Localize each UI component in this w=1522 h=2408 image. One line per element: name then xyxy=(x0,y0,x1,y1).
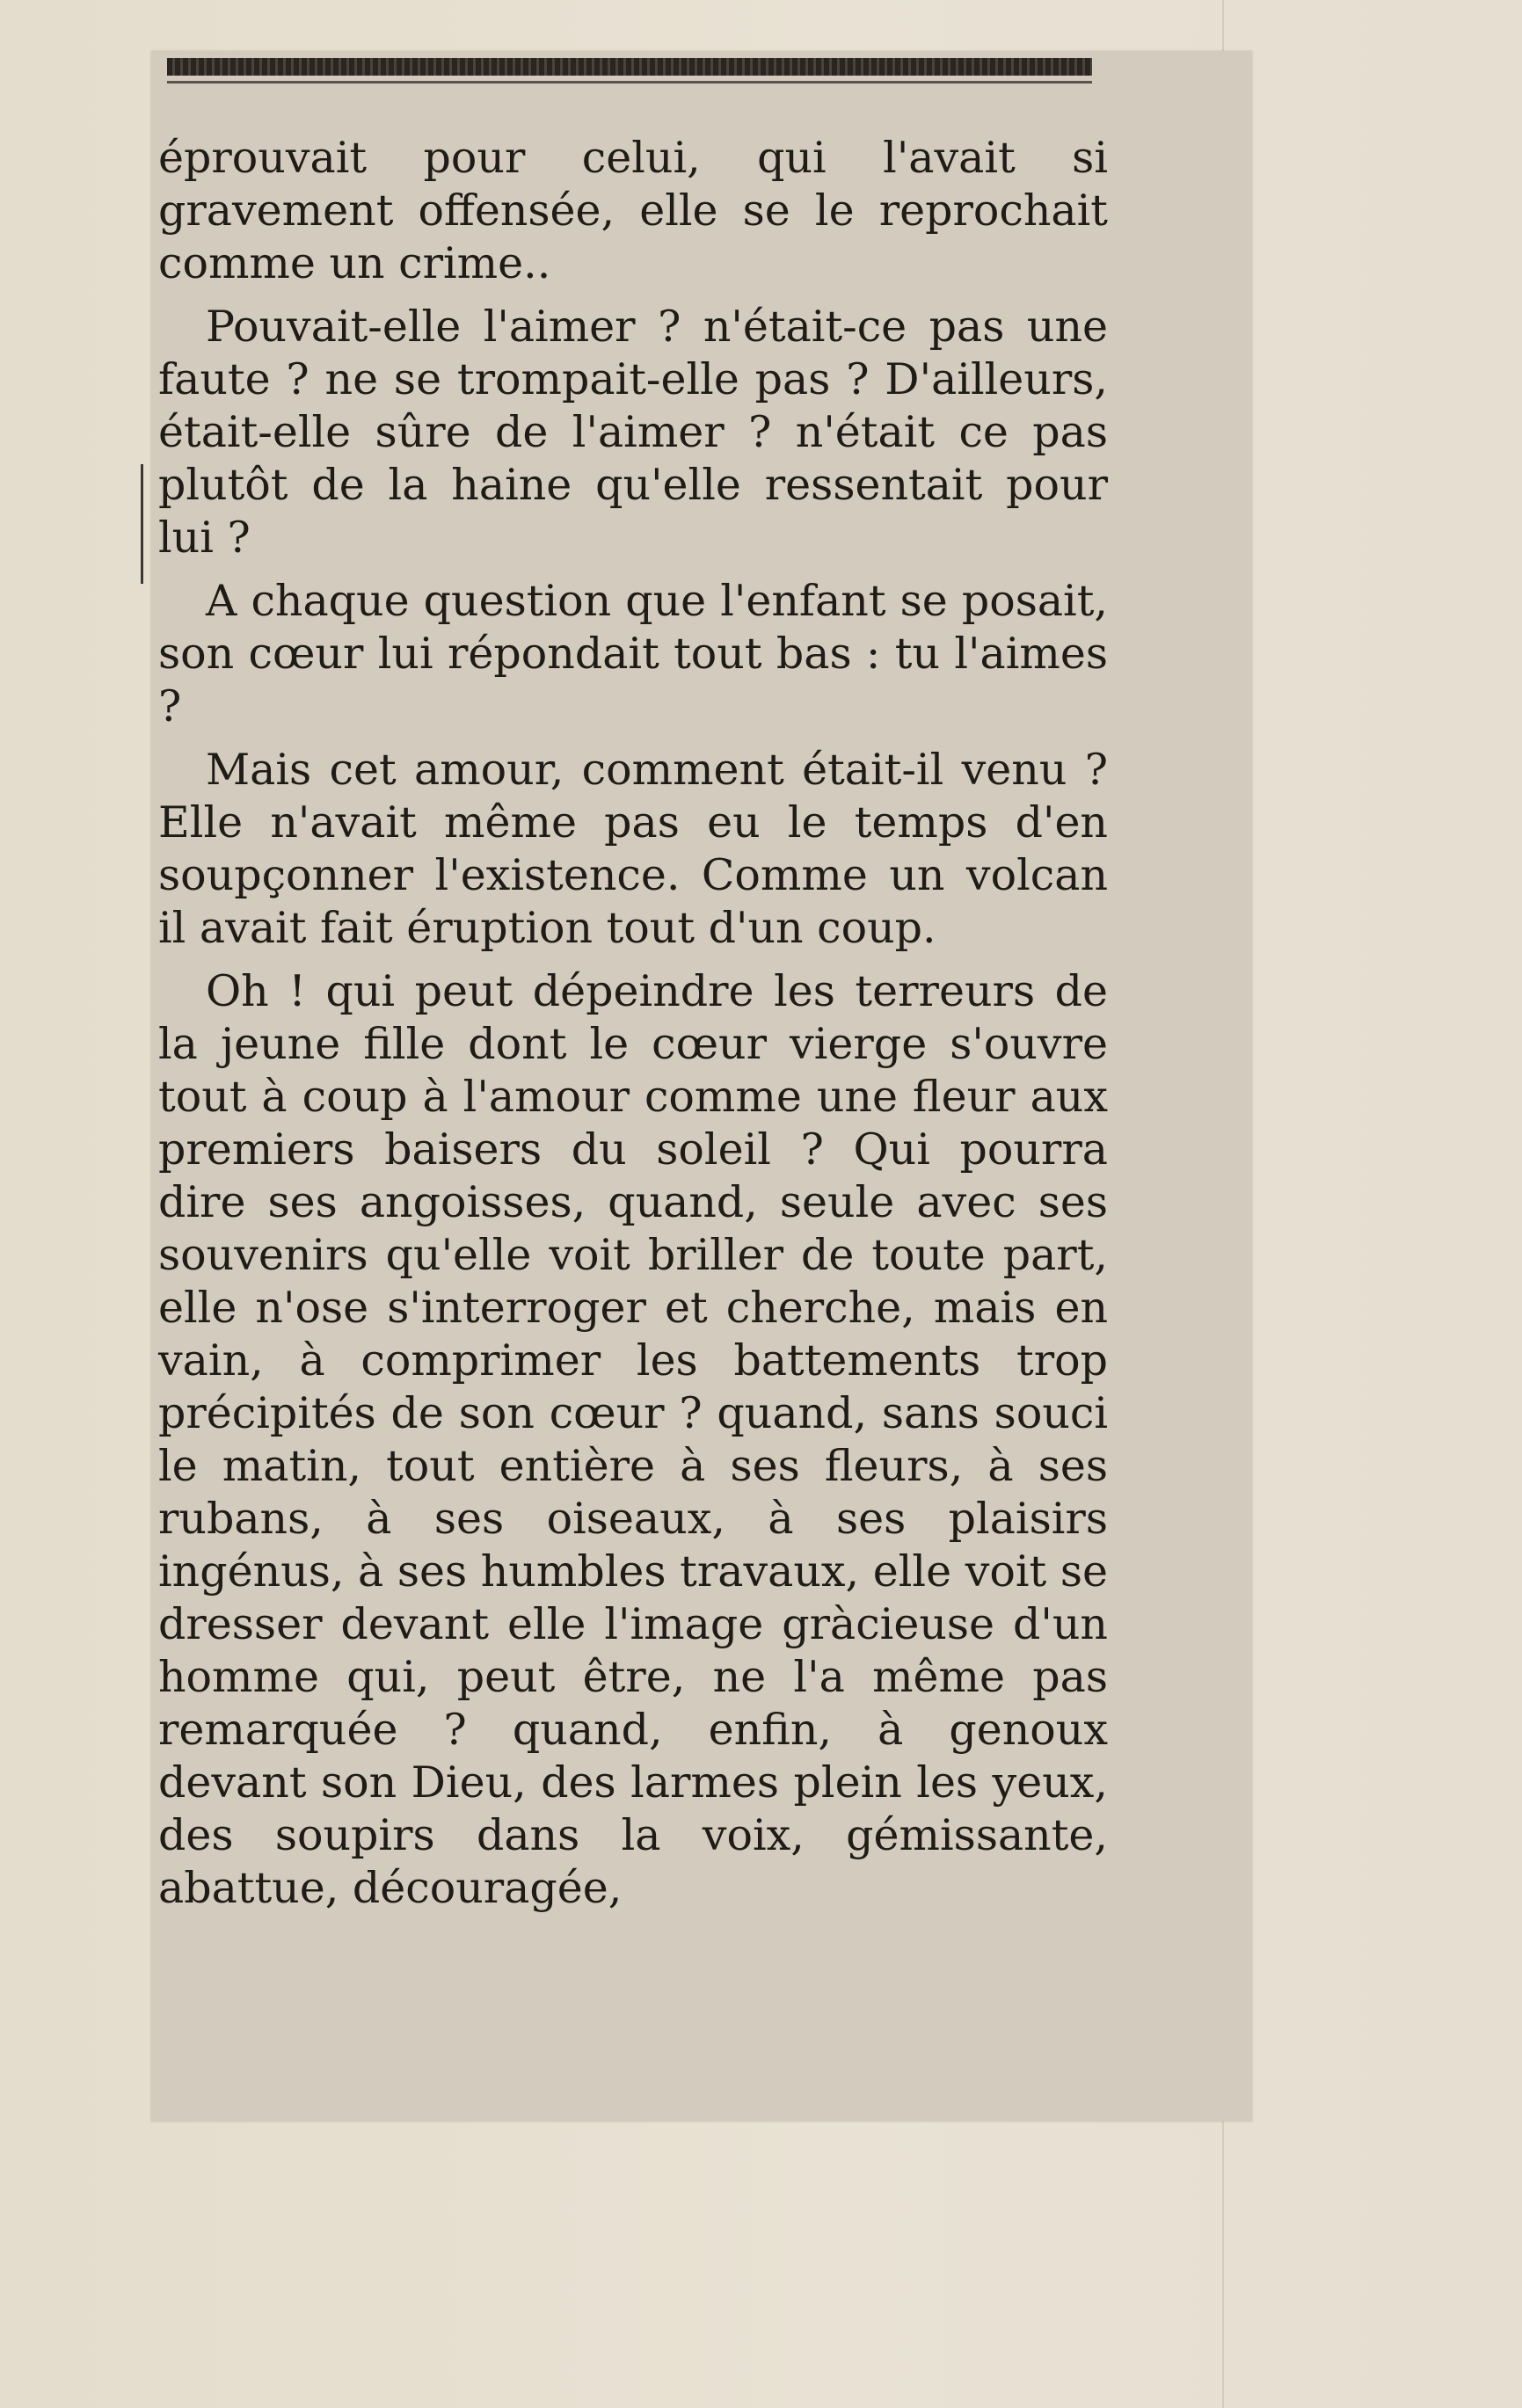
article-text xyxy=(158,132,1108,1925)
paragraph-5: Oh ! qui peut dépeindre les terreurs de la jeune fille dont le cœur vierge s'ouvre tout à coup à l'amour comme une fleur aux premiers baisers du soleil ? Qui pourra dire ses angoisses, quand, seule avec ses souvenirs qu'elle voit briller de toute part, elle n'ose s'interroger et cherche, mais en vain, à comprimer les battements trop précipités de son cœur ? quand, sans souci le matin, tout entière à ses fleurs, à ses rubans, à ses oiseaux, à ses plaisirs ingénus, à ses humbles travaux, elle voit se dresser devant elle l'image gràcieuse d'un homme qui, peut être, ne l'a même pas remarquée ? quand, enfin, à genoux devant son Dieu, des larmes plein les yeux, des soupirs dans la voix, gémissante, abattue, découragée, xyxy=(158,966,1108,1913)
paragraph-2: Pouvait-elle l'aimer ? n'était-ce pas une faute ? ne se trompait-elle pas ? D'ailleurs, était-elle sûre de l'aimer ? n'était ce pas plutôt de la haine qu'elle ressentait pour lui ? xyxy=(158,302,1108,563)
paragraph-1: éprouvait pour celui, qui l'avait si gravement offensée, elle se le reprochait comme un crime.. xyxy=(158,133,1108,288)
clipping-top-rule xyxy=(167,58,1092,76)
margin-pencil-mark xyxy=(141,464,143,584)
clipping-top-thin-rule xyxy=(167,81,1092,84)
paragraph-4: Mais cet amour, comment était-il venu ? Elle n'avait même pas eu le temps d'en soupçonner l'existence. Comme un volcan il avait fait éruption tout d'un coup. xyxy=(158,745,1108,953)
paragraph-3: A chaque question que l'enfant se posait, son cœur lui répondait tout bas : tu l'aimes ? xyxy=(158,576,1108,731)
